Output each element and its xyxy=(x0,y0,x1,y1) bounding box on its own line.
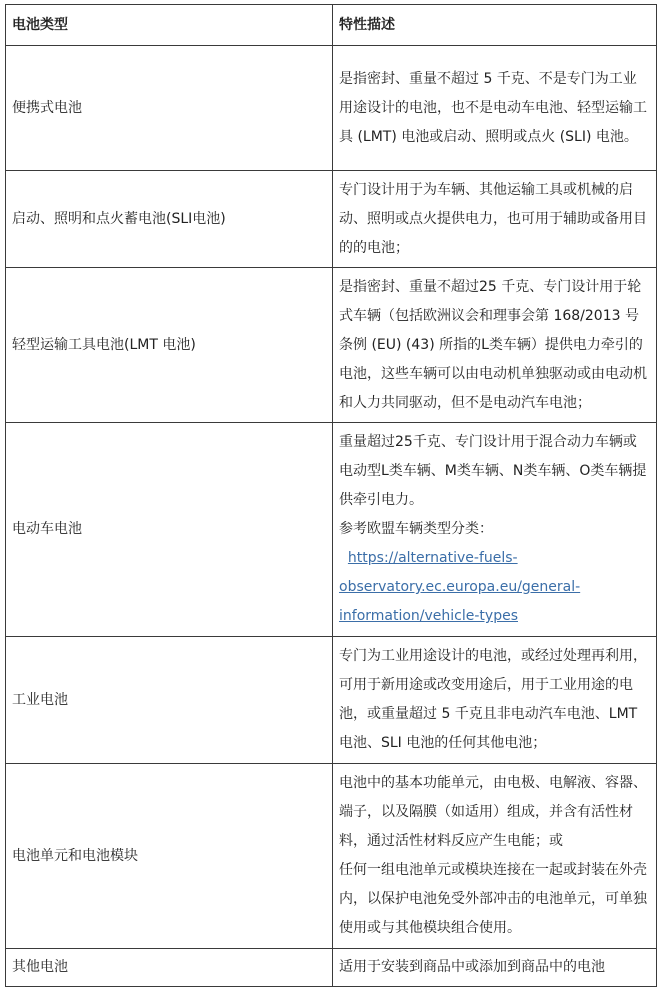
battery-type-cell: 轻型运输工具电池(LMT 电池) xyxy=(6,268,333,423)
table-row xyxy=(6,46,657,171)
description-cell xyxy=(333,949,657,987)
table-row xyxy=(6,764,657,949)
header-description: 特性描述 xyxy=(333,5,657,46)
battery-type-cell: 便携式电池 xyxy=(6,46,333,171)
description-cell xyxy=(333,46,657,171)
description-text: 专门设计用于为车辆、其他运输工具或机械的启动、照明或点火提供电力，也可用于辅助或备用目的的电池； xyxy=(339,181,647,256)
header-battery-type: 电池类型 xyxy=(6,5,333,46)
description-text: 电池中的基本功能单元，由电极、电解液、容器、端子，以及隔膜（如适用）组成，并含有活性材料，通过活性材料反应产生电能；或 xyxy=(339,775,647,849)
battery-type-cell: 工业电池 xyxy=(6,637,333,764)
description-text: 参考欧盟车辆类型分类： xyxy=(339,521,493,537)
battery-type-cell: 电动车电池 xyxy=(6,423,333,637)
description-cell xyxy=(333,268,657,423)
table-row xyxy=(6,637,657,764)
battery-type-cell: 电池单元和电池模块 xyxy=(6,764,333,949)
description-text: 专门为工业用途设计的电池，或经过处理再利用，可用于新用途或改变用途后，用于工业用途的电池，或重量超过 5 千克且非电动汽车电池、LMT 电池、SLI 电池的任何其他电池； xyxy=(339,648,647,751)
table-row xyxy=(6,423,657,637)
table-row xyxy=(6,949,657,987)
table-header-row xyxy=(6,5,657,46)
table-row xyxy=(6,171,657,268)
battery-type-cell: 其他电池 xyxy=(6,949,333,987)
description-cell xyxy=(333,171,657,268)
battery-type-cell: 启动、照明和点火蓄电池(SLI电池) xyxy=(6,171,333,268)
description-text: 重量超过25千克、专门设计用于混合动力车辆或电动型L类车辆、M类车辆、N类车辆、O类车辆提供牵引电力。 xyxy=(339,434,647,508)
description-cell xyxy=(333,637,657,764)
table-row xyxy=(6,268,657,423)
description-cell xyxy=(333,423,657,637)
description-text: 是指密封、重量不超过25 千克、专门设计用于轮式车辆（包括欧洲议会和理事会第 168/2013 号条例 (EU) (43) 所指的L类车辆）提供电力牵引的电池，这些车辆可以由电动机单独驱动或由电动机和人力共同驱动，但不是电动汽车电池； xyxy=(339,278,647,411)
description-text: 任何一组电池单元或模块连接在一起或封装在外壳内，以保护电池免受外部冲击的电池单元，可单独使用或与其他模块组合使用。 xyxy=(339,862,647,936)
description-text: 是指密封、重量不超过 5 千克、不是专门为工业用途设计的电池，也不是电动车电池、轻型运输工具 (LMT) 电池或启动、照明或点火 (SLI) 电池。 xyxy=(339,70,647,145)
description-cell xyxy=(333,764,657,949)
battery-types-table xyxy=(5,4,657,987)
vehicle-types-link[interactable]: https://alternative-fuels-observatory.ec.europa.eu/general-information/vehicle-types xyxy=(339,550,581,624)
description-text: 适用于安装到商品中或添加到商品中的电池 xyxy=(339,959,605,975)
